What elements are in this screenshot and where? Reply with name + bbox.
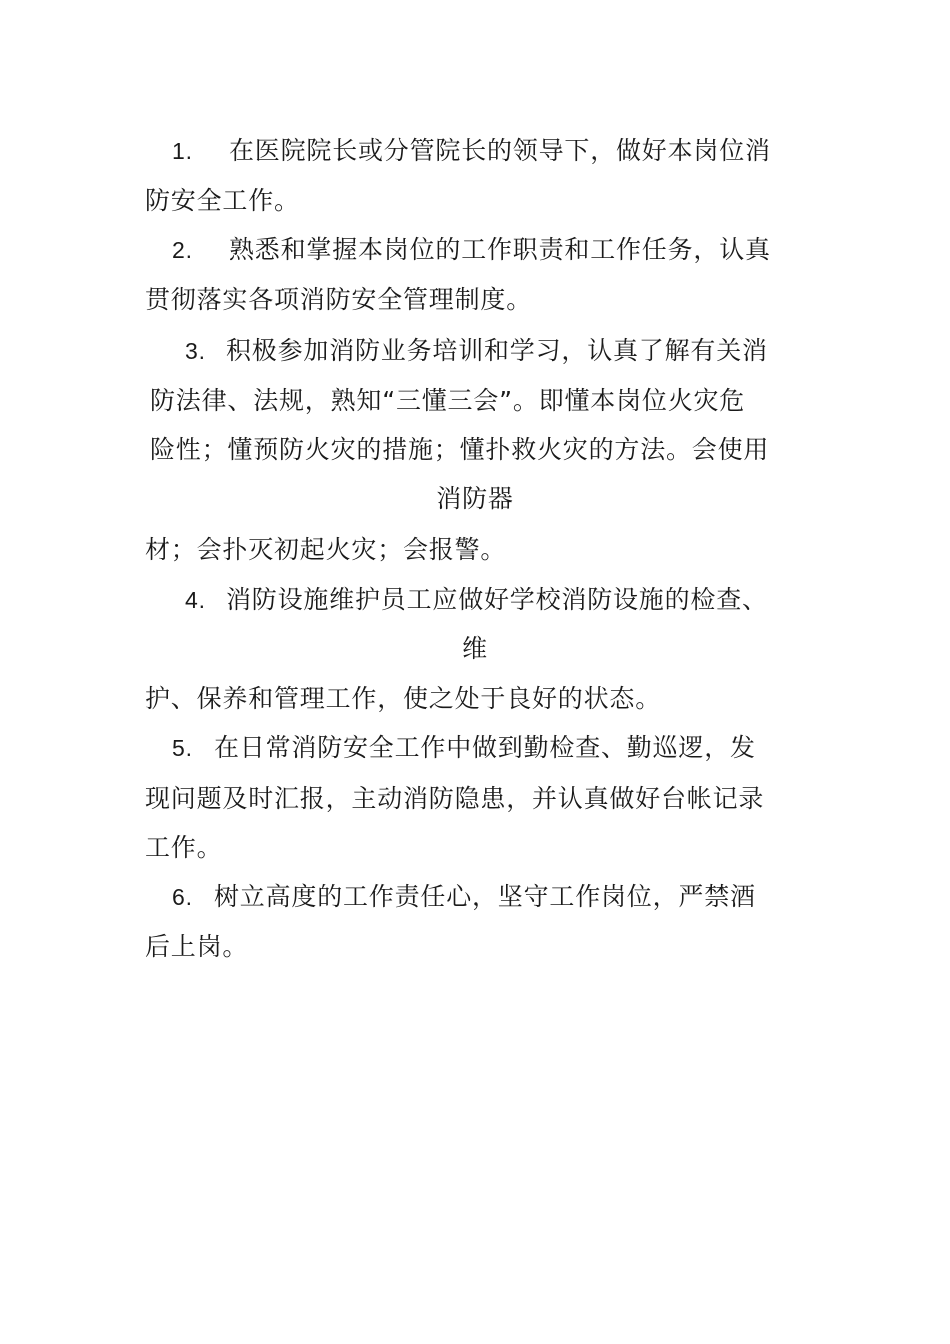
item-number: 4.	[185, 587, 206, 613]
item-number: 5.	[172, 735, 193, 761]
item-text-line: 材；会扑灭初起火灾；会报警。	[145, 535, 507, 564]
item-text-line: 贯彻落实各项消防安全管理制度。	[145, 285, 533, 314]
item-text-line: 维	[462, 634, 488, 663]
item-text-line: 护、保养和管理工作，使之处于良好的状态。	[145, 684, 662, 713]
item-text-line: 工作。	[145, 833, 223, 862]
item-text-line: 在日常消防安全工作中做到勤检查、勤巡逻，发	[214, 733, 756, 762]
item-text-line: 现问题及时汇报，主动消防隐患，并认真做好台帐记录	[145, 784, 765, 813]
item-text-line: 消防器	[436, 484, 514, 513]
item-number: 2.	[172, 237, 193, 263]
item-text-line: 险性；懂预防火灾的措施；懂扑救火灾的方法。会使用	[150, 435, 770, 464]
item-text-line: 积极参加消防业务培训和学习，认真了解有关消	[226, 336, 768, 365]
item-text-line: 后上岗。	[145, 932, 249, 961]
item-number: 3.	[185, 338, 206, 364]
item-text-line: 在医院院长或分管院长的领导下，做好本岗位消	[229, 136, 771, 165]
item-text-line: 防法律、法规，熟知“三懂三会”。即懂本岗位火灾危	[150, 386, 746, 415]
item-number: 6.	[172, 884, 193, 910]
item-text-line: 消防设施维护员工应做好学校消防设施的检查、	[226, 585, 768, 614]
item-text-line: 防安全工作。	[145, 186, 300, 215]
item-text-line: 熟悉和掌握本岗位的工作职责和工作任务，认真	[229, 235, 771, 264]
item-number: 1.	[172, 138, 193, 164]
item-text-line: 树立高度的工作责任心，坚守工作岗位，严禁酒	[214, 882, 756, 911]
